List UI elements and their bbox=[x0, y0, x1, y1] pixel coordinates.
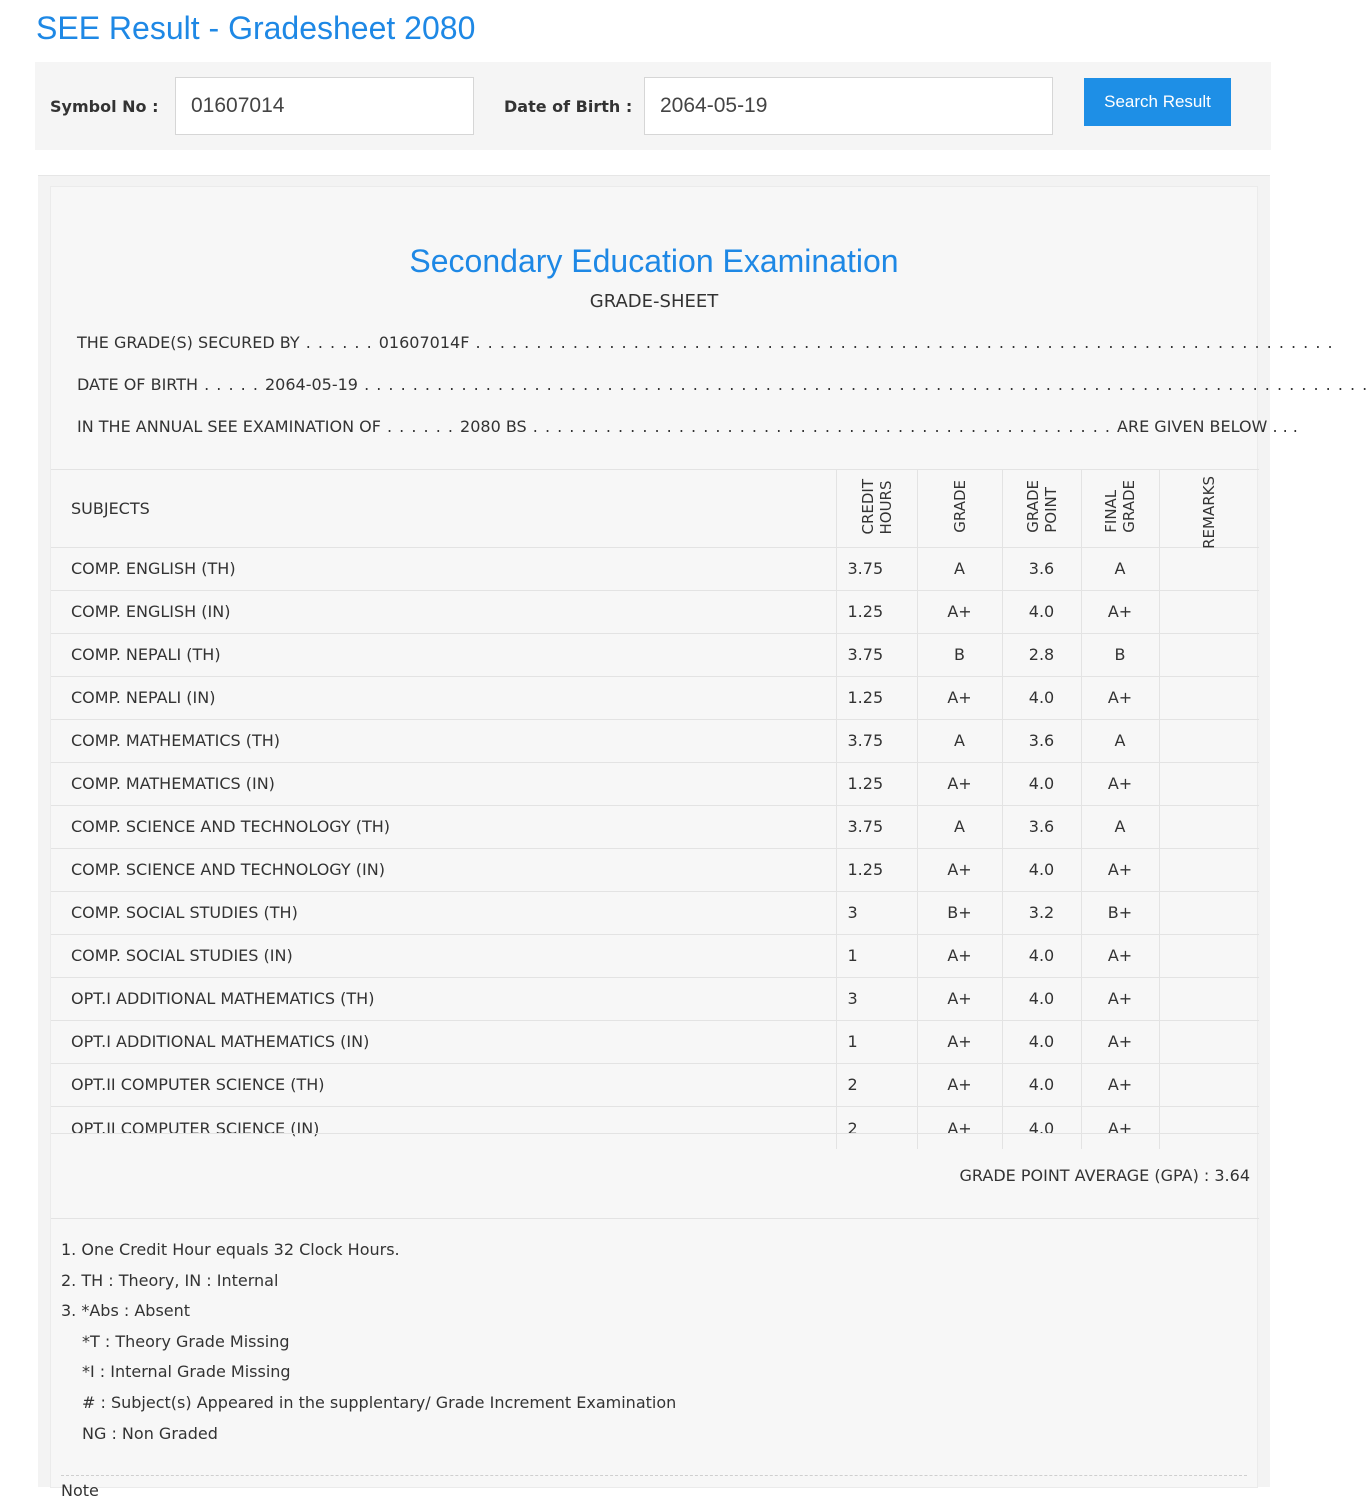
given-below-text: ARE GIVEN BELOW . . . bbox=[1117, 417, 1298, 436]
remarks-cell bbox=[1159, 934, 1259, 977]
dot-leader: . . . . . . . . . . . . . . . . . . . . . . . . . . . . . . . . . . . . . . . . . . . . . . . . bbox=[526, 417, 1118, 436]
remarks-cell bbox=[1159, 547, 1259, 590]
table-row bbox=[51, 633, 1259, 676]
subject-cell: OPT.I ADDITIONAL MATHEMATICS (TH) bbox=[51, 977, 836, 1020]
dob-line-label: DATE OF BIRTH bbox=[77, 375, 199, 394]
final-grade-cell: A+ bbox=[1081, 1020, 1159, 1063]
final-grade-cell: A+ bbox=[1081, 977, 1159, 1020]
symbol-no-input[interactable] bbox=[175, 77, 474, 135]
credit-hours-cell: 1.25 bbox=[836, 762, 917, 805]
gpa-row bbox=[51, 1133, 1259, 1219]
grade-cell: B+ bbox=[917, 891, 1002, 934]
note-sub-item: NG : Non Graded bbox=[82, 1423, 218, 1443]
examination-line bbox=[77, 417, 1298, 436]
page-title: SEE Result - Gradesheet 2080 bbox=[36, 10, 476, 46]
gpa-value: 3.64 bbox=[1214, 1166, 1250, 1185]
grade-cell: A+ bbox=[917, 1106, 1002, 1149]
gradesheet bbox=[50, 186, 1368, 1500]
secured-by-label: THE GRADE(S) SECURED BY bbox=[77, 333, 300, 352]
table-row bbox=[51, 848, 1259, 891]
credit-hours-cell: 2 bbox=[836, 1106, 917, 1149]
subject-cell: COMP. ENGLISH (TH) bbox=[51, 547, 836, 590]
credit-hours-cell: 2 bbox=[836, 1063, 917, 1106]
note-sub-item: # : Subject(s) Appeared in the supplentary/ Grade Increment Examination bbox=[82, 1392, 677, 1412]
note-item: 2. TH : Theory, IN : Internal bbox=[61, 1270, 279, 1290]
dot-leader: . . . . . . bbox=[299, 333, 379, 352]
subject-cell: COMP. SOCIAL STUDIES (TH) bbox=[51, 891, 836, 934]
credit-hours-cell: 3 bbox=[836, 977, 917, 1020]
date-of-birth-line bbox=[77, 375, 1368, 394]
grade-point-cell: 3.6 bbox=[1002, 805, 1081, 848]
credit-hours-cell: 3.75 bbox=[836, 719, 917, 762]
final-grade-cell: A+ bbox=[1081, 676, 1159, 719]
remarks-cell bbox=[1159, 633, 1259, 676]
credit-hours-cell: 3.75 bbox=[836, 547, 917, 590]
header-grade-point bbox=[1002, 470, 1081, 548]
grade-point-cell: 4.0 bbox=[1002, 676, 1081, 719]
grade-point-cell: 4.0 bbox=[1002, 1020, 1081, 1063]
grade-cell: A bbox=[917, 719, 1002, 762]
subject-cell: COMP. MATHEMATICS (IN) bbox=[51, 762, 836, 805]
gpa-label: GRADE POINT AVERAGE (GPA) : bbox=[959, 1166, 1210, 1185]
final-grade-cell: B bbox=[1081, 633, 1159, 676]
grade-point-cell: 3.6 bbox=[1002, 547, 1081, 590]
table-row bbox=[51, 719, 1259, 762]
exam-line-label: IN THE ANNUAL SEE EXAMINATION OF bbox=[77, 417, 381, 436]
note-item: 1. One Credit Hour equals 32 Clock Hours. bbox=[61, 1240, 400, 1259]
remarks-cell bbox=[1159, 1020, 1259, 1063]
remarks-cell bbox=[1159, 676, 1259, 719]
exam-title: Secondary Education Examination bbox=[409, 243, 899, 279]
table-row bbox=[51, 977, 1259, 1020]
grade-cell: A+ bbox=[917, 1063, 1002, 1106]
credit-hours-cell: 3 bbox=[836, 891, 917, 934]
header-grade-label: GRADE bbox=[950, 480, 969, 533]
search-result-button[interactable]: Search Result bbox=[1084, 78, 1231, 126]
subject-cell: OPT.II COMPUTER SCIENCE (IN) bbox=[51, 1106, 836, 1149]
remarks-cell bbox=[1159, 977, 1259, 1020]
table-row bbox=[51, 891, 1259, 934]
final-grade-cell: A+ bbox=[1081, 934, 1159, 977]
final-grade-cell: A bbox=[1081, 547, 1159, 590]
header-grade-point-label: GRADE POINT bbox=[1023, 480, 1060, 533]
table-row bbox=[51, 762, 1259, 805]
grade-cell: A+ bbox=[917, 977, 1002, 1020]
grade-cell: A+ bbox=[917, 676, 1002, 719]
header-final-grade bbox=[1081, 470, 1159, 548]
header-final-grade-label: FINAL GRADE bbox=[1102, 480, 1138, 533]
remarks-cell bbox=[1159, 805, 1259, 848]
header-credit-hours bbox=[836, 470, 917, 548]
notes-divider bbox=[61, 1475, 1247, 1476]
table-row bbox=[51, 590, 1259, 633]
remarks-cell bbox=[1159, 719, 1259, 762]
header-remarks bbox=[1159, 470, 1259, 548]
exam-line-value: 2080 BS bbox=[460, 417, 527, 436]
table-header-row bbox=[51, 470, 1259, 548]
final-grade-cell: A+ bbox=[1081, 762, 1159, 805]
credit-hours-cell: 1 bbox=[836, 934, 917, 977]
final-grade-cell: B+ bbox=[1081, 891, 1159, 934]
remarks-cell bbox=[1159, 1063, 1259, 1106]
dob-line-value: 2064-05-19 bbox=[265, 375, 358, 394]
grade-point-cell: 2.8 bbox=[1002, 633, 1081, 676]
grade-point-cell: 4.0 bbox=[1002, 934, 1081, 977]
subject-cell: COMP. SOCIAL STUDIES (IN) bbox=[51, 934, 836, 977]
gradesheet-title: GRADE-SHEET bbox=[589, 291, 719, 312]
subject-cell: OPT.II COMPUTER SCIENCE (TH) bbox=[51, 1063, 836, 1106]
remarks-cell bbox=[1159, 762, 1259, 805]
table-row bbox=[51, 1020, 1259, 1063]
subject-cell: OPT.I ADDITIONAL MATHEMATICS (IN) bbox=[51, 1020, 836, 1063]
final-grade-cell: A+ bbox=[1081, 590, 1159, 633]
grade-point-cell: 4.0 bbox=[1002, 1063, 1081, 1106]
header-subjects: SUBJECTS bbox=[51, 470, 836, 548]
table-row bbox=[51, 805, 1259, 848]
dot-leader: . . . . . . . . . . . . . . . . . . . . . . . . . . . . . . . . . . . . . . . . . . . . . . . . . . . . . . . . . . . . . . . . . . . . . . . . . . . . . . . . . . . bbox=[357, 375, 1368, 394]
final-grade-cell: A bbox=[1081, 805, 1159, 848]
credit-hours-cell: 1.25 bbox=[836, 590, 917, 633]
table-row bbox=[51, 676, 1259, 719]
grade-cell: A bbox=[917, 547, 1002, 590]
grade-table bbox=[51, 469, 1259, 1149]
subject-cell: COMP. NEPALI (TH) bbox=[51, 633, 836, 676]
subject-cell: COMP. NEPALI (IN) bbox=[51, 676, 836, 719]
subject-cell: COMP. MATHEMATICS (TH) bbox=[51, 719, 836, 762]
table-row bbox=[51, 934, 1259, 977]
table-row bbox=[51, 547, 1259, 590]
header-grade bbox=[917, 470, 1002, 548]
grade-point-cell: 3.2 bbox=[1002, 891, 1081, 934]
note-item: 3. *Abs : Absent bbox=[61, 1301, 191, 1321]
table-row bbox=[51, 1063, 1259, 1106]
subject-cell: COMP. SCIENCE AND TECHNOLOGY (IN) bbox=[51, 848, 836, 891]
grade-point-cell: 4.0 bbox=[1002, 977, 1081, 1020]
final-grade-cell: A+ bbox=[1081, 848, 1159, 891]
grade-point-cell: 4.0 bbox=[1002, 1106, 1081, 1149]
note-heading: Note bbox=[61, 1481, 99, 1500]
credit-hours-cell: 1.25 bbox=[836, 676, 917, 719]
search-form bbox=[35, 62, 1271, 150]
secured-by-line bbox=[77, 333, 1334, 352]
symbol-no-label: Symbol No : bbox=[50, 97, 159, 116]
header-credit-hours-label: CREDIT HOURS bbox=[858, 478, 895, 535]
grade-point-cell: 4.0 bbox=[1002, 762, 1081, 805]
grade-point-cell: 3.6 bbox=[1002, 719, 1081, 762]
grade-cell: A+ bbox=[917, 590, 1002, 633]
grade-cell: A+ bbox=[917, 1020, 1002, 1063]
grade-point-cell: 4.0 bbox=[1002, 590, 1081, 633]
grade-cell: B bbox=[917, 633, 1002, 676]
remarks-cell bbox=[1159, 891, 1259, 934]
grade-cell: A+ bbox=[917, 848, 1002, 891]
dot-leader: . . . . . bbox=[198, 375, 265, 394]
grade-cell: A bbox=[917, 805, 1002, 848]
dot-leader: . . . . . . . . . . . . . . . . . . . . . . . . . . . . . . . . . . . . . . . . . . . . . . . . . . . . . . . . . . . . . . . . . . . . . . . bbox=[469, 333, 1334, 352]
notes-list bbox=[61, 1235, 676, 1449]
grade-point-cell: 4.0 bbox=[1002, 848, 1081, 891]
final-grade-cell: A bbox=[1081, 719, 1159, 762]
final-grade-cell: A+ bbox=[1081, 1063, 1159, 1106]
grade-cell: A+ bbox=[917, 934, 1002, 977]
credit-hours-cell: 1 bbox=[836, 1020, 917, 1063]
final-grade-cell: A+ bbox=[1081, 1106, 1159, 1149]
dot-leader: . . . . . . bbox=[380, 417, 461, 436]
grade-cell: A+ bbox=[917, 762, 1002, 805]
note-sub-item: *T : Theory Grade Missing bbox=[82, 1331, 290, 1351]
secured-by-value: 01607014F bbox=[378, 333, 470, 352]
credit-hours-cell: 3.75 bbox=[836, 633, 917, 676]
subject-cell: COMP. SCIENCE AND TECHNOLOGY (TH) bbox=[51, 805, 836, 848]
date-of-birth-input[interactable] bbox=[644, 77, 1053, 135]
gpa-summary bbox=[960, 1166, 1250, 1185]
note-sub-item: *I : Internal Grade Missing bbox=[82, 1362, 291, 1382]
remarks-cell bbox=[1159, 590, 1259, 633]
date-of-birth-label: Date of Birth : bbox=[504, 97, 633, 116]
credit-hours-cell: 3.75 bbox=[836, 805, 917, 848]
subject-cell: COMP. ENGLISH (IN) bbox=[51, 590, 836, 633]
header-remarks-label: REMARKS bbox=[1200, 476, 1219, 549]
result-panel bbox=[38, 175, 1368, 1500]
credit-hours-cell: 1.25 bbox=[836, 848, 917, 891]
remarks-cell bbox=[1159, 848, 1259, 891]
